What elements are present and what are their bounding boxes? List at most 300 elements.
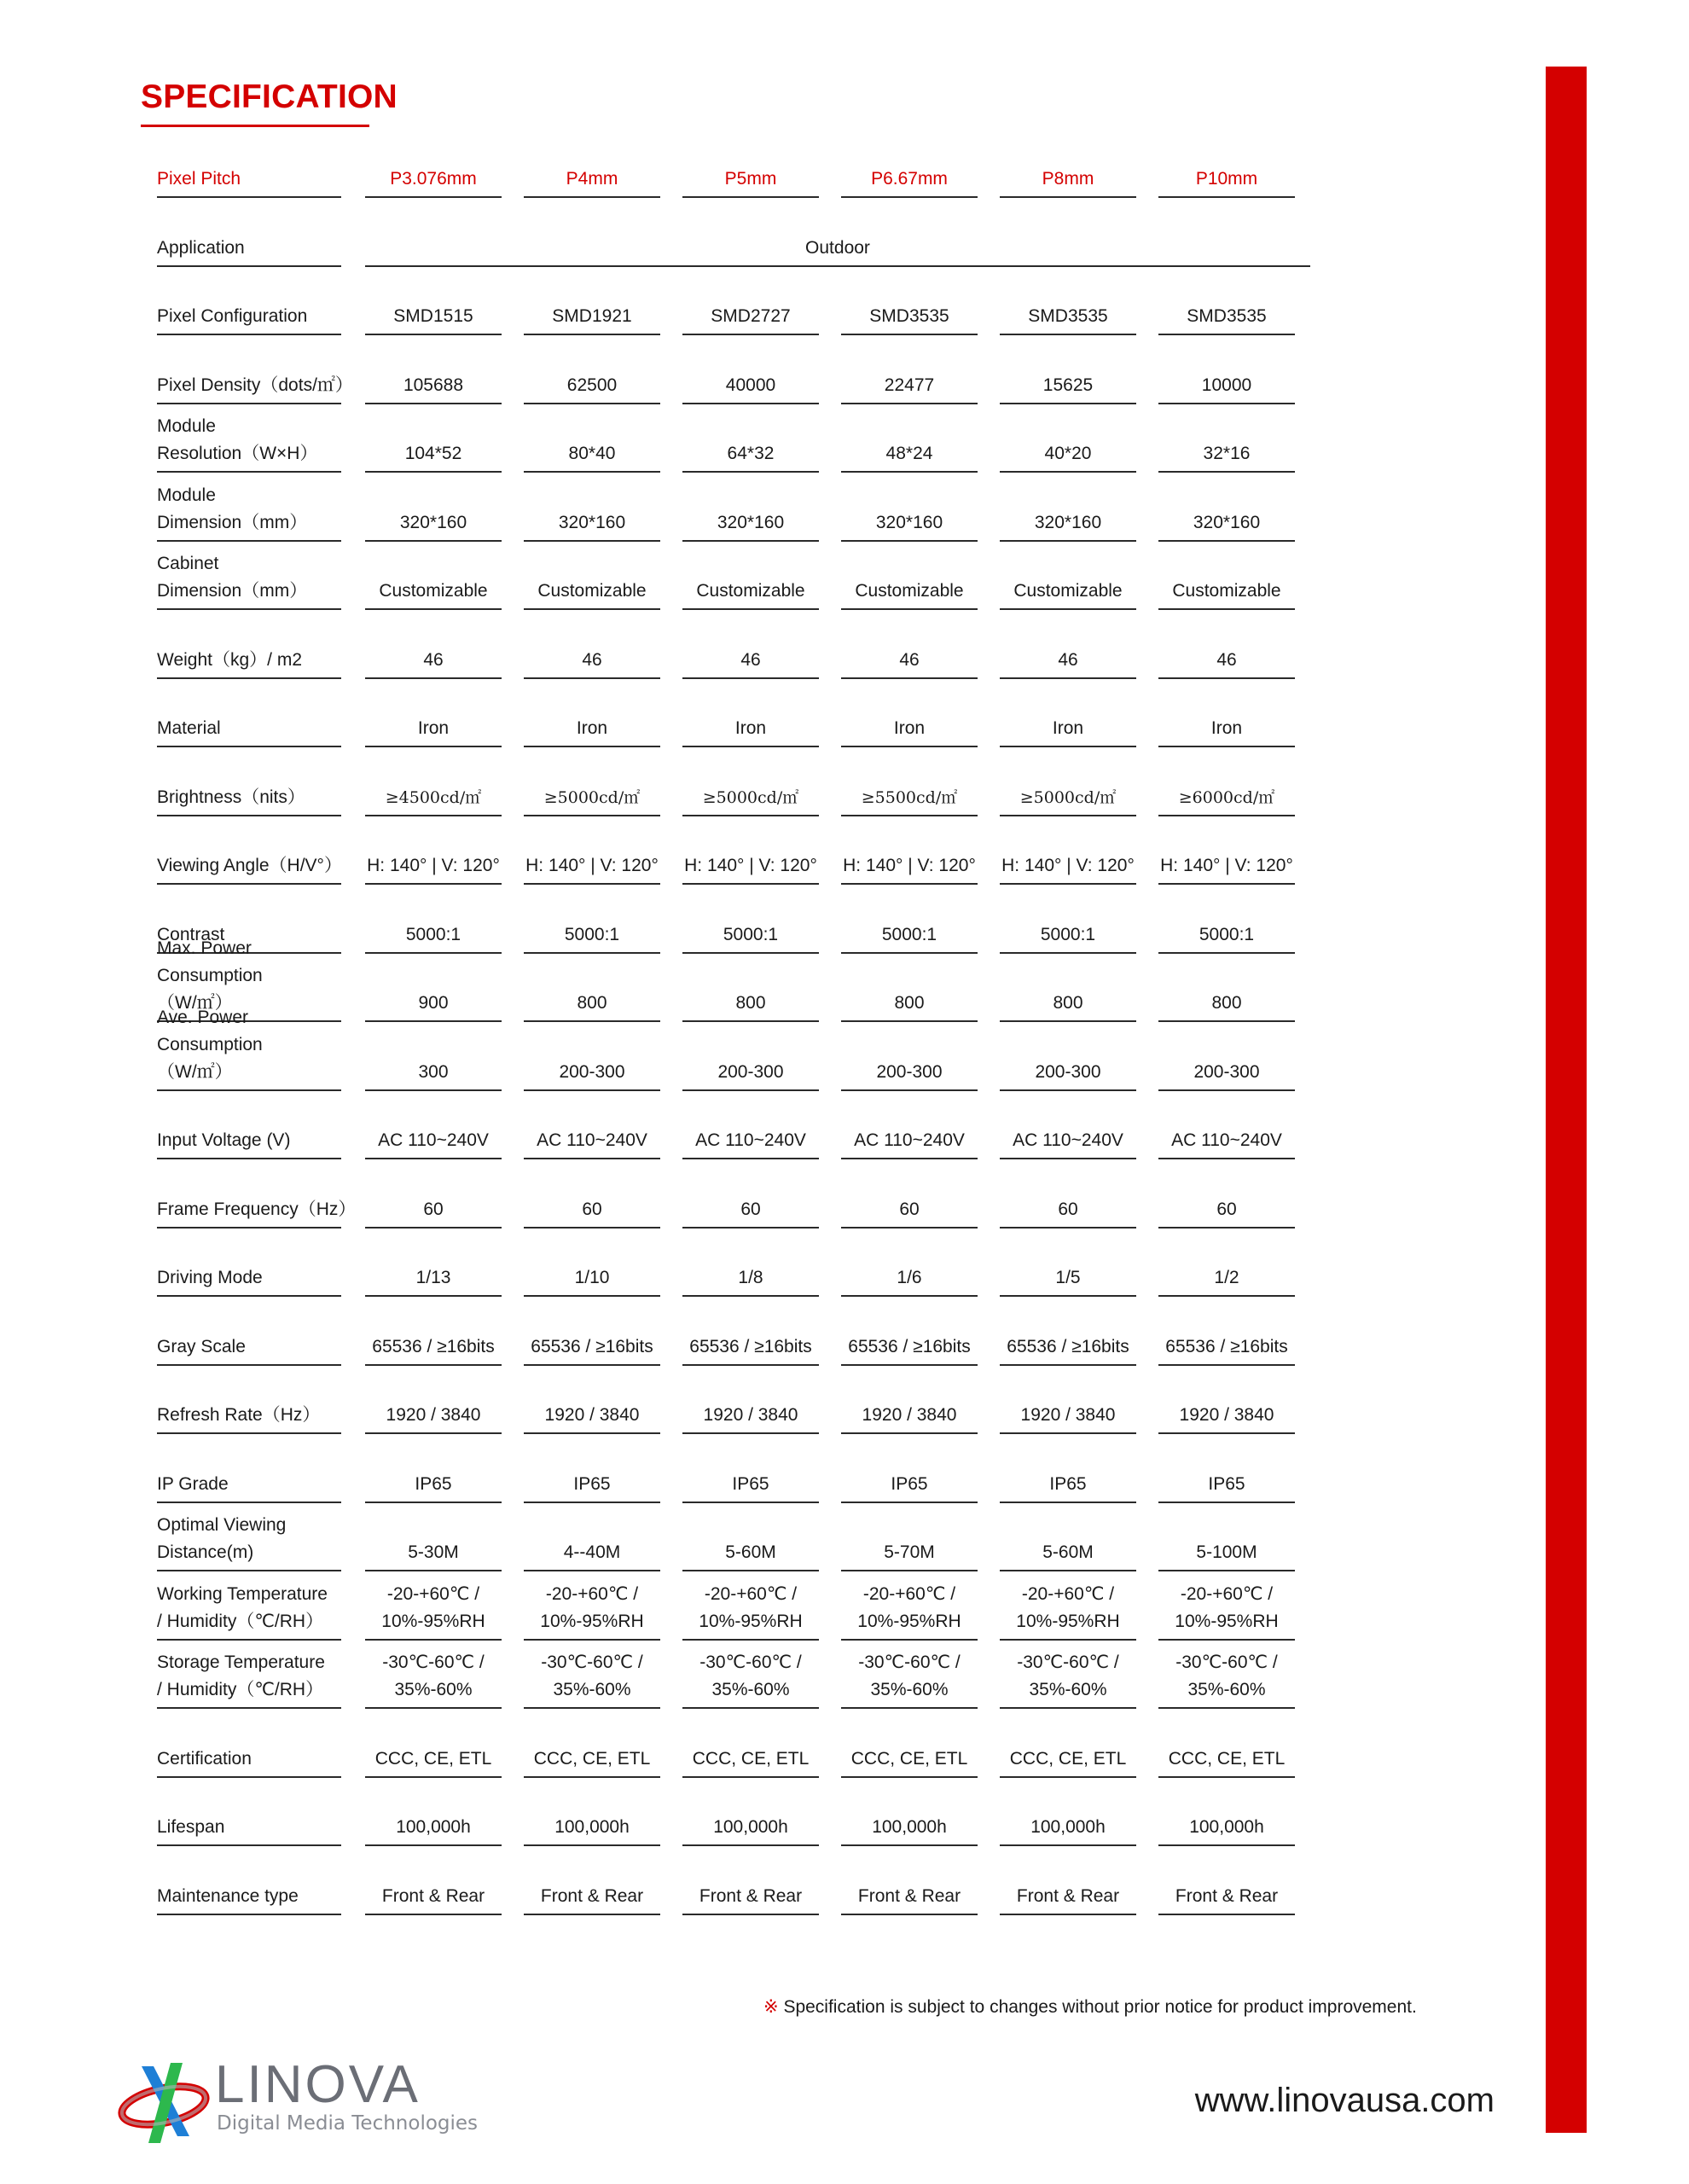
- spec-value: [524, 403, 660, 473]
- spec-value-line: H: 140° | V: 120°: [367, 856, 500, 875]
- spec-value-line: 100,000h: [872, 1817, 947, 1837]
- spec-value: [841, 884, 978, 954]
- spec-value: [524, 1502, 660, 1571]
- spec-value: [682, 1296, 819, 1366]
- spec-value: [365, 1502, 502, 1571]
- spec-value: [1158, 128, 1295, 198]
- spec-value-line: 5-70M: [884, 1542, 935, 1562]
- spec-row: [157, 1845, 1317, 1915]
- spec-value: [682, 1227, 819, 1297]
- spec-value-line: ≥4500cd/㎡: [385, 787, 482, 807]
- spec-value-line: IP65: [732, 1473, 769, 1494]
- spec-value: [1158, 1845, 1295, 1915]
- spec-label: [157, 677, 341, 747]
- spec-label-line: Driving Mode: [157, 1268, 263, 1287]
- spec-value-line: AC 110~240V: [378, 1130, 489, 1150]
- spec-value: [841, 1639, 978, 1709]
- spec-value-line: 100,000h: [713, 1817, 788, 1837]
- spec-value-line: 105688: [403, 375, 464, 395]
- spec-value: [841, 128, 978, 198]
- spec-value-line: 5000:1: [723, 924, 779, 944]
- spec-value-line: 65536 / ≥16bits: [372, 1336, 495, 1356]
- spec-value: [524, 1845, 660, 1915]
- spec-label-line: Module: [157, 416, 216, 436]
- spec-value: [682, 609, 819, 679]
- logo-tagline: Digital Media Technologies: [217, 2112, 479, 2135]
- spec-value-line: 200-300: [1035, 1061, 1101, 1082]
- spec-value-line: 5000:1: [1040, 924, 1096, 944]
- spec-value: [524, 1433, 660, 1503]
- spec-value: [682, 884, 819, 954]
- spec-value-line: 4--40M: [563, 1542, 621, 1562]
- spec-label: [157, 1571, 341, 1641]
- spec-value: [365, 677, 502, 747]
- spec-value-line: 46: [1058, 649, 1078, 670]
- spec-value-line: P4mm: [566, 169, 618, 189]
- spec-label: [157, 1433, 341, 1503]
- spec-value: [524, 472, 660, 542]
- spec-value-line: H: 140° | V: 120°: [843, 856, 976, 875]
- spec-label: [157, 1639, 341, 1709]
- linova-emblem-icon: [116, 2054, 215, 2148]
- spec-row: [157, 746, 1317, 816]
- spec-value: [365, 1296, 502, 1366]
- spec-value-line: 1920 / 3840: [386, 1405, 481, 1425]
- spec-value: [1000, 746, 1136, 816]
- spec-label-line: Resolution（W×H）: [157, 444, 318, 463]
- spec-value: [365, 1364, 502, 1434]
- spec-row: [157, 197, 1317, 267]
- spec-value-line: IP65: [573, 1473, 611, 1494]
- spec-value-line: SMD3535: [869, 306, 949, 326]
- spec-label-line: （W/㎡）: [157, 1061, 233, 1082]
- spec-value-line: 35%-60%: [1029, 1680, 1107, 1699]
- spec-value: [841, 1159, 978, 1228]
- linova-logo: [116, 2054, 479, 2148]
- spec-value-line: ≥5000cd/㎡: [702, 787, 799, 807]
- spec-value: [682, 1159, 819, 1228]
- spec-value-line: 1/6: [897, 1268, 922, 1287]
- spec-row: [157, 1776, 1317, 1846]
- spec-value-line: -20-+60℃ /: [862, 1583, 956, 1604]
- spec-value-line: -30℃-60℃ /: [699, 1653, 802, 1672]
- spec-value: [1000, 1502, 1136, 1571]
- spec-row: [157, 128, 1317, 198]
- spec-value-line: P3.076mm: [390, 169, 477, 189]
- spec-value-line: 35%-60%: [870, 1680, 949, 1699]
- spec-value-line: 10%-95%RH: [699, 1611, 803, 1631]
- spec-label-line: Pixel Configuration: [157, 306, 308, 326]
- spec-value-line: 65536 / ≥16bits: [848, 1336, 971, 1356]
- spec-value: [365, 609, 502, 679]
- spec-value-line: 5000:1: [1199, 924, 1255, 944]
- spec-value-line: 200-300: [717, 1061, 784, 1082]
- spec-label: [157, 1364, 341, 1434]
- spec-value: [365, 1776, 502, 1846]
- spec-label-line: Distance(m): [157, 1542, 254, 1562]
- spec-value: [682, 1708, 819, 1778]
- spec-label-line: / Humidity（℃/RH）: [157, 1680, 324, 1699]
- spec-value-line: 10%-95%RH: [381, 1611, 485, 1631]
- spec-value: [1000, 1021, 1136, 1091]
- spec-row: [157, 1708, 1317, 1778]
- spec-value: [1158, 334, 1295, 404]
- spec-value-line: SMD3535: [1187, 306, 1267, 326]
- spec-value-line: P10mm: [1195, 169, 1258, 189]
- spec-value-line: 300: [418, 1061, 449, 1082]
- spec-value-line: 10%-95%RH: [1016, 1611, 1120, 1631]
- spec-value: [1158, 609, 1295, 679]
- spec-value-line: -30℃-60℃ /: [1175, 1653, 1278, 1672]
- spec-value: [1000, 677, 1136, 747]
- spec-value: [1158, 1433, 1295, 1503]
- spec-value: [1158, 1708, 1295, 1778]
- spec-label-line: Max. Power: [157, 938, 252, 958]
- spec-row: [157, 1296, 1317, 1366]
- spec-label-line: Contrast: [157, 924, 225, 944]
- spec-value: [524, 1639, 660, 1709]
- spec-value-line: 48*24: [885, 444, 933, 463]
- spec-value-line: H: 140° | V: 120°: [1160, 856, 1293, 875]
- spec-row: [157, 1089, 1317, 1159]
- spec-label-line: Optimal Viewing: [157, 1515, 287, 1535]
- spec-value: [841, 1227, 978, 1297]
- spec-value: [365, 1227, 502, 1297]
- spec-label-line: Brightness（nits）: [157, 787, 305, 807]
- spec-value-line: 46: [423, 649, 444, 670]
- spec-value-line: ≥5000cd/㎡: [543, 787, 641, 807]
- spec-value: [524, 1296, 660, 1366]
- title-underline: [141, 125, 369, 127]
- spec-value: [682, 1364, 819, 1434]
- spec-value-line: AC 110~240V: [1171, 1130, 1282, 1150]
- spec-value: [1158, 1639, 1295, 1709]
- spec-value: [365, 1571, 502, 1641]
- spec-value-line: Customizable: [379, 581, 488, 601]
- spec-value-line: Customizable: [696, 581, 805, 601]
- spec-label-line: Viewing Angle（H/V°）: [157, 856, 342, 875]
- spec-label-line: / Humidity（℃/RH）: [157, 1611, 324, 1631]
- spec-value: [524, 884, 660, 954]
- note-mark: ※: [763, 1997, 779, 2017]
- spec-value-line: CCC, CE, ETL: [374, 1748, 492, 1769]
- spec-value-line: 46: [582, 649, 602, 670]
- spec-value-line: 1920 / 3840: [703, 1405, 798, 1425]
- spec-value-line: Front & Rear: [1016, 1885, 1120, 1906]
- spec-value: [841, 1296, 978, 1366]
- spec-label: [157, 746, 341, 816]
- spec-value-line: Front & Rear: [1175, 1885, 1279, 1906]
- spec-row: [157, 1639, 1317, 1709]
- spec-label-line: Weight（kg）/ m2: [157, 649, 302, 670]
- spec-value-line: 60: [1216, 1199, 1237, 1219]
- red-side-bar: [1546, 67, 1587, 2133]
- spec-label-line: Frame Frequency（Hz）: [157, 1199, 357, 1219]
- spec-value-line: ≥5000cd/㎡: [1019, 787, 1117, 807]
- spec-value: [841, 1845, 978, 1915]
- spec-value: [524, 815, 660, 885]
- spec-value-line: 10%-95%RH: [1175, 1611, 1279, 1631]
- spec-label-line: Working Temperature: [157, 1583, 328, 1604]
- spec-value: [1000, 609, 1136, 679]
- spec-value-line: ≥5500cd/㎡: [861, 787, 958, 807]
- spec-value: [365, 1159, 502, 1228]
- spec-value-line: 1/8: [738, 1268, 763, 1287]
- spec-label-line: Pixel Density（dots/㎡）: [157, 375, 353, 395]
- spec-value-line: 200-300: [1193, 1061, 1260, 1082]
- spec-value: [682, 265, 819, 335]
- spec-value: [682, 472, 819, 542]
- spec-value-line: 104*52: [404, 444, 462, 463]
- spec-label-line: Dimension（mm）: [157, 581, 308, 601]
- spec-value-line: 1920 / 3840: [862, 1405, 957, 1425]
- spec-value: [682, 1639, 819, 1709]
- spec-value: [1000, 128, 1136, 198]
- spec-value-line: 10000: [1201, 375, 1252, 395]
- spec-value-line: 65536 / ≥16bits: [689, 1336, 812, 1356]
- page-title: SPECIFICATION: [141, 78, 398, 115]
- spec-value-line: Iron: [893, 718, 926, 738]
- spec-value: [1158, 265, 1295, 335]
- spec-value: [1000, 1433, 1136, 1503]
- spec-value-line: AC 110~240V: [854, 1130, 965, 1150]
- spec-row: [157, 403, 1317, 473]
- spec-value-line: -20-+60℃ /: [1021, 1583, 1115, 1604]
- spec-value-line: 900: [418, 993, 449, 1013]
- spec-value: [841, 746, 978, 816]
- spec-label: [157, 1502, 341, 1571]
- spec-value-line: 46: [899, 649, 920, 670]
- spec-row: [157, 540, 1317, 610]
- spec-value-line: 65536 / ≥16bits: [531, 1336, 653, 1356]
- spec-value-line: Front & Rear: [699, 1885, 803, 1906]
- spec-value-line: Customizable: [1013, 581, 1123, 601]
- spec-value-line: 5-30M: [408, 1542, 459, 1562]
- spec-label-line: Application: [157, 237, 245, 258]
- spec-value-line: 1/2: [1214, 1268, 1239, 1287]
- spec-value: [365, 1433, 502, 1503]
- spec-value-line: 1920 / 3840: [544, 1405, 640, 1425]
- spec-row: [157, 1159, 1317, 1228]
- spec-value-line: -20-+60℃ /: [545, 1583, 639, 1604]
- spec-value: [841, 472, 978, 542]
- spec-value: [365, 1639, 502, 1709]
- spec-value: [841, 1708, 978, 1778]
- spec-value: [841, 1502, 978, 1571]
- spec-value-line: CCC, CE, ETL: [1168, 1748, 1286, 1769]
- spec-value-line: SMD2727: [711, 306, 791, 326]
- spec-value-line: 62500: [566, 375, 618, 395]
- spec-value: [1158, 1227, 1295, 1297]
- spec-value: [1000, 1571, 1136, 1641]
- spec-value-line: Customizable: [1172, 581, 1281, 601]
- spec-label-line: Material: [157, 718, 221, 738]
- logo-wordmark: LINOVA: [215, 2055, 421, 2114]
- spec-label-line: Consumption: [157, 1034, 263, 1054]
- spec-value: [365, 197, 1310, 267]
- spec-label-line: Module: [157, 485, 216, 505]
- spec-value-line: 5-60M: [725, 1542, 776, 1562]
- spec-value: [841, 1571, 978, 1641]
- spec-value-line: 100,000h: [396, 1817, 471, 1837]
- spec-label: [157, 1007, 341, 1091]
- spec-value: [1000, 1708, 1136, 1778]
- spec-value: [524, 1159, 660, 1228]
- spec-value-line: 1/13: [415, 1268, 451, 1287]
- spec-value-line: 46: [740, 649, 761, 670]
- spec-value-line: 100,000h: [1030, 1817, 1106, 1837]
- spec-row: [157, 1433, 1317, 1503]
- spec-label-line: Gray Scale: [157, 1336, 246, 1356]
- spec-value-line: 5000:1: [405, 924, 461, 944]
- spec-value: [1158, 1089, 1295, 1159]
- spec-value-line: Front & Rear: [857, 1885, 961, 1906]
- spec-value: [1158, 815, 1295, 885]
- spec-value: [1000, 1639, 1136, 1709]
- spec-value-line: 64*32: [727, 444, 775, 463]
- spec-label: [157, 265, 341, 335]
- spec-value: [524, 128, 660, 198]
- spec-value: [524, 1364, 660, 1434]
- spec-label-line: Maintenance type: [157, 1885, 299, 1906]
- spec-value-line: 60: [899, 1199, 920, 1219]
- spec-value: [1000, 265, 1136, 335]
- spec-row: [157, 1364, 1317, 1434]
- spec-value-line: 5-100M: [1196, 1542, 1257, 1562]
- spec-label-line: Ave. Power: [157, 1007, 248, 1027]
- spec-label: [157, 128, 341, 198]
- spec-value-line: -30℃-60℃ /: [382, 1653, 485, 1672]
- spec-value-line: SMD3535: [1028, 306, 1108, 326]
- spec-value-line: P8mm: [1042, 169, 1094, 189]
- spec-value: [1158, 746, 1295, 816]
- spec-value: [1000, 540, 1136, 610]
- spec-value-line: Iron: [576, 718, 608, 738]
- spec-value: [1000, 884, 1136, 954]
- spec-value: [682, 1021, 819, 1091]
- spec-value-line: Customizable: [855, 581, 964, 601]
- spec-value: [524, 1571, 660, 1641]
- spec-value-line: 100,000h: [554, 1817, 630, 1837]
- spec-value-line: -20-+60℃ /: [1180, 1583, 1274, 1604]
- spec-label-line: Cabinet: [157, 554, 219, 573]
- spec-label: [157, 403, 341, 473]
- spec-label-line: Lifespan: [157, 1817, 225, 1837]
- spec-value: [682, 746, 819, 816]
- spec-value: [841, 1364, 978, 1434]
- spec-row: [157, 1227, 1317, 1297]
- spec-value-line: 200-300: [559, 1061, 625, 1082]
- spec-label-line: Storage Temperature: [157, 1653, 325, 1672]
- spec-value: [682, 677, 819, 747]
- spec-row: [157, 265, 1317, 335]
- spec-value-line: H: 140° | V: 120°: [1001, 856, 1135, 875]
- spec-value: [524, 677, 660, 747]
- spec-value-line: SMD1921: [552, 306, 632, 326]
- spec-value: [682, 815, 819, 885]
- spec-value-line: 320*160: [1193, 512, 1261, 532]
- spec-value-line: 800: [1211, 993, 1242, 1013]
- spec-value: [365, 884, 502, 954]
- spec-value-line: 10%-95%RH: [857, 1611, 961, 1631]
- spec-value: [1000, 952, 1136, 1022]
- spec-value: [841, 1021, 978, 1091]
- spec-value-line: 40000: [725, 375, 776, 395]
- spec-value-line: 5000:1: [881, 924, 937, 944]
- spec-value-line: 35%-60%: [711, 1680, 790, 1699]
- spec-value: [682, 1433, 819, 1503]
- spec-value: [365, 265, 502, 335]
- spec-value: [524, 1708, 660, 1778]
- spec-value: [524, 1089, 660, 1159]
- spec-value: [841, 265, 978, 335]
- spec-value: [524, 1227, 660, 1297]
- spec-label: [157, 1776, 341, 1846]
- spec-value: [682, 334, 819, 404]
- spec-value: [841, 815, 978, 885]
- spec-value-line: IP65: [891, 1473, 928, 1494]
- spec-value-line: H: 140° | V: 120°: [684, 856, 817, 875]
- spec-label-line: （W/㎡）: [157, 993, 233, 1013]
- spec-label-line: IP Grade: [157, 1473, 229, 1494]
- spec-value: [682, 403, 819, 473]
- spec-value-line: Iron: [1052, 718, 1084, 738]
- spec-value-line: 1/10: [574, 1268, 610, 1287]
- spec-value-line: 320*160: [1034, 512, 1102, 532]
- spec-value-line: Outdoor: [805, 237, 870, 258]
- spec-value-line: 1/5: [1055, 1268, 1081, 1287]
- spec-value: [841, 1089, 978, 1159]
- spec-value: [524, 609, 660, 679]
- spec-label: [157, 1227, 341, 1297]
- spec-value: [682, 128, 819, 198]
- spec-value: [841, 1776, 978, 1846]
- spec-label-line: Consumption: [157, 966, 263, 985]
- spec-value-line: H: 140° | V: 120°: [525, 856, 659, 875]
- spec-value: [841, 403, 978, 473]
- spec-value-line: 35%-60%: [394, 1680, 473, 1699]
- spec-value-line: Customizable: [537, 581, 647, 601]
- spec-value-line: Front & Rear: [381, 1885, 485, 1906]
- spec-label-line: Pixel Pitch: [157, 169, 241, 189]
- spec-value-line: CCC, CE, ETL: [533, 1748, 651, 1769]
- spec-value: [1000, 1776, 1136, 1846]
- spec-value: [1158, 1021, 1295, 1091]
- spec-label: [157, 1708, 341, 1778]
- spec-value: [1000, 1159, 1136, 1228]
- spec-value: [1158, 1571, 1295, 1641]
- spec-value: [1000, 1364, 1136, 1434]
- spec-value-line: 100,000h: [1189, 1817, 1264, 1837]
- spec-value: [365, 334, 502, 404]
- spec-value-line: 60: [740, 1199, 761, 1219]
- spec-label-line: Refresh Rate（Hz）: [157, 1405, 321, 1425]
- spec-value-line: P6.67mm: [871, 169, 948, 189]
- spec-label: [157, 472, 341, 542]
- spec-value-line: AC 110~240V: [1013, 1130, 1123, 1150]
- spec-value: [1000, 1227, 1136, 1297]
- spec-value-line: IP65: [1049, 1473, 1087, 1494]
- spec-value-line: 40*20: [1044, 444, 1092, 463]
- spec-value-line: 65536 / ≥16bits: [1165, 1336, 1288, 1356]
- spec-value-line: 60: [423, 1199, 444, 1219]
- spec-row: [157, 472, 1317, 542]
- spec-value-line: 46: [1216, 649, 1237, 670]
- spec-value-line: -30℃-60℃ /: [1017, 1653, 1119, 1672]
- spec-value: [524, 1021, 660, 1091]
- spec-value-line: SMD1515: [393, 306, 473, 326]
- spec-value: [1158, 1502, 1295, 1571]
